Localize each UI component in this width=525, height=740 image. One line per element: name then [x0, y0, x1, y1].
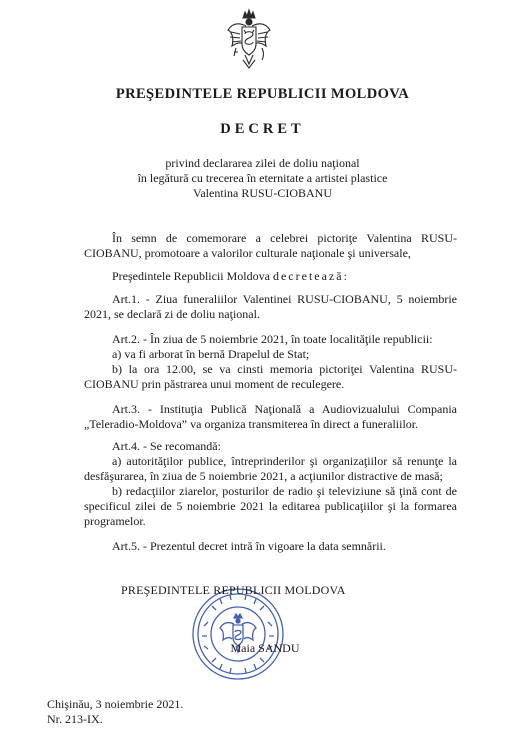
decrees-intro: Preşedintele Republicii Moldova [112, 269, 270, 283]
signatory-name: Maia SANDU [230, 641, 300, 655]
article-5 [84, 539, 457, 554]
decree-number: Nr. 213-IX. [47, 712, 103, 726]
document-type: DECRET [220, 121, 305, 137]
subject-line-3: Valentina RUSU-CIOBANU [193, 186, 332, 200]
article-1 [84, 292, 457, 322]
coat-of-arms-icon [226, 8, 272, 70]
article-4-item-a: a) autorităţilor publice, întreprinderilor şi organizaţiilor să renunţe la desfăşurarea, în ziua de 5 noiembrie 2021, a acţiunilor distractive de masă; [84, 454, 457, 483]
subject-line-1: privind declararea zilei de doliu naţional [165, 156, 360, 170]
article-2-item-b: b) la ora 12.00, se va cinsti memoria pictoriţei Valentina RUSU-CIOBANU prin păstrarea unui moment de reculegere. [84, 362, 457, 391]
article-3 [84, 402, 457, 432]
signatory-title: PREŞEDINTELE REPUBLICII MOLDOVA [121, 583, 346, 597]
decrees-word: decretează: [272, 269, 349, 283]
issuer-title: PREŞEDINTELE REPUBLICII MOLDOVA [115, 86, 410, 102]
official-seal-icon [190, 586, 286, 682]
preamble [84, 231, 457, 261]
decrees-line [84, 269, 457, 284]
article-2-intro: Art.2. - În ziua de 5 noiembrie 2021, în toate localităţile republicii: [112, 332, 433, 346]
subject-line-2: în legătură cu trecerea în eternitate a artistei plastice [137, 171, 388, 185]
article-1-text: Art.1. - Ziua funeraliilor Valentinei RUSU-CIOBANU, 5 noiembrie 2021, se declară zi de doliu naţional. [84, 292, 457, 321]
article-3-text: Art.3. - Instituţia Publică Naţională a Audiovizualului Compania „Teleradio-Moldova” va organiza transmiterea în direct a funeraliilor. [84, 402, 457, 431]
article-4-intro: Art.4. - Se recomandă: [112, 439, 221, 453]
article-4-item-b: b) redacţiilor ziarelor, posturilor de radio şi televiziune să ţină cont de specificul zilei de 5 noiembrie 2021 la editarea publicaţiilor şi la formarea programelor. [84, 484, 457, 528]
article-2-item-a: a) va fi arborat în bernă Drapelul de Stat; [112, 347, 310, 361]
article-5-text: Art.5. - Prezentul decret intră în vigoare la data semnării. [112, 539, 386, 553]
place-and-date: Chişinău, 3 noiembrie 2021. [47, 697, 184, 711]
article-2 [84, 332, 457, 392]
preamble-text: În semn de comemorare a celebrei pictoriţe Valentina RUSU-CIOBANU, promotoare a valorilor culturale naţionale şi universale, [84, 231, 457, 260]
article-4 [84, 439, 457, 529]
